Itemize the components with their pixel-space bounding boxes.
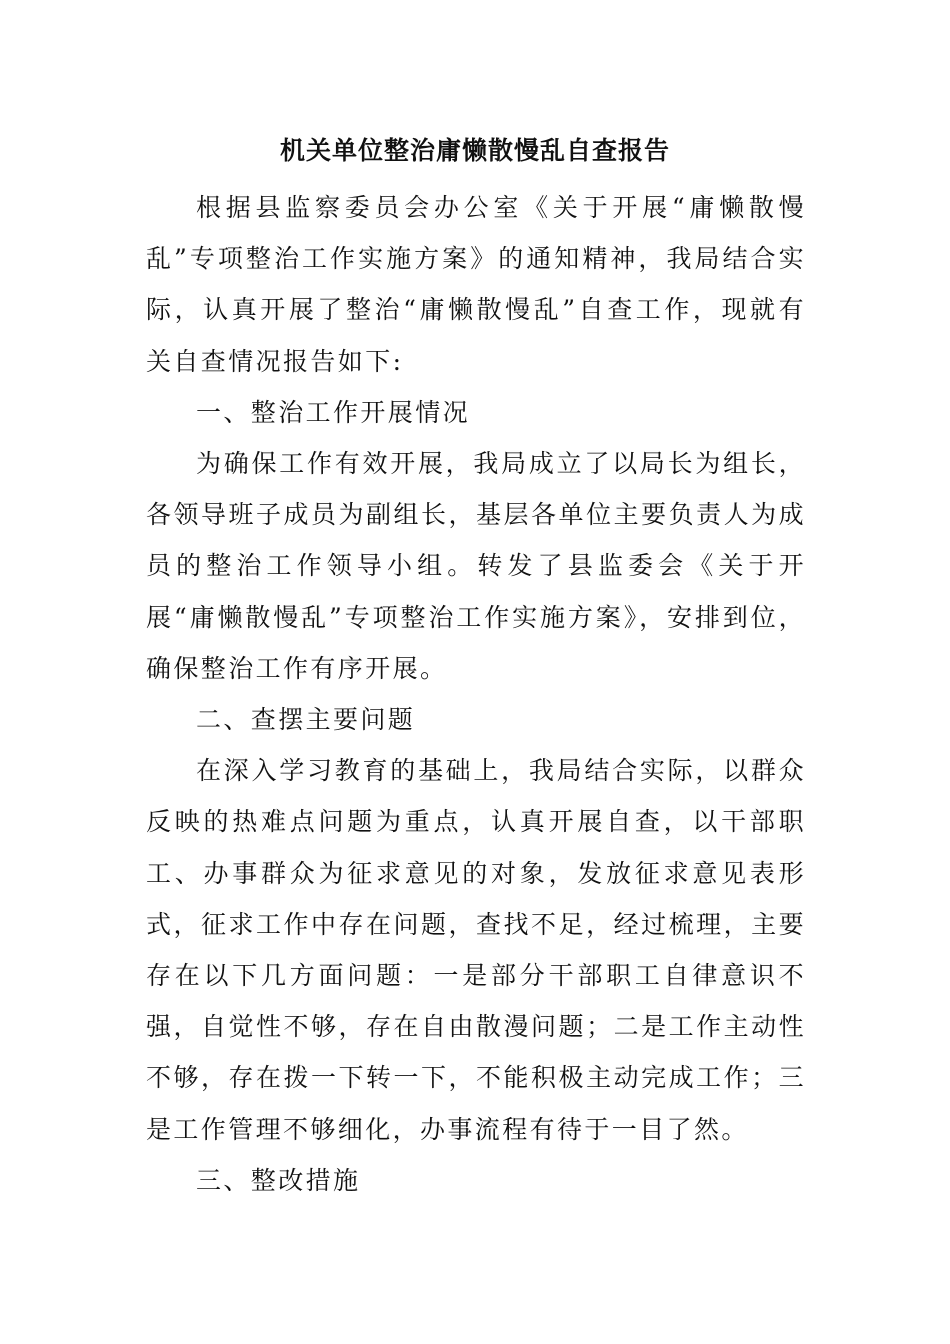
document-body — [146, 182, 806, 1206]
section-1-paragraph: 为确保工作有效开展，我局成立了以局长为组长，各领导班子成员为副组长，基层各单位主要负责人为成员的整治工作领导小组。转发了县监委会《关于开展“庸懒散慢乱”专项整治工作实施方案》，安排到位，确保整治工作有序开展。 — [146, 449, 806, 683]
section-1-heading: 一、整治工作开展情况 — [196, 397, 471, 427]
section-2-heading: 二、查摆主要问题 — [196, 705, 416, 735]
intro-paragraph: 根据县监察委员会办公室《关于开展“庸懒散慢乱”专项整治工作实施方案》的通知精神，我局结合实际，认真开展了整治“庸懒散慢乱”自查工作，现就有关自查情况报告如下: — [146, 193, 806, 376]
section-3-heading: 三、整改措施 — [196, 1165, 361, 1195]
section-2-paragraph: 在深入学习教育的基础上，我局结合实际，以群众反映的热难点问题为重点，认真开展自查，以干部职工、办事群众为征求意见的对象，发放征求意见表形式，征求工作中存在问题，查找不足，经过梳理，主要存在以下几方面问题：一是部分干部职工自律意识不强，自觉性不够，存在自由散漫问题；二是工作主动性不够，存在拨一下转一下，不能积极主动完成工作；三是工作管理不够细化，办事流程有待于一目了然。 — [146, 756, 806, 1144]
document-title: 机关单位整治庸懒散慢乱自查报告 — [279, 136, 670, 165]
